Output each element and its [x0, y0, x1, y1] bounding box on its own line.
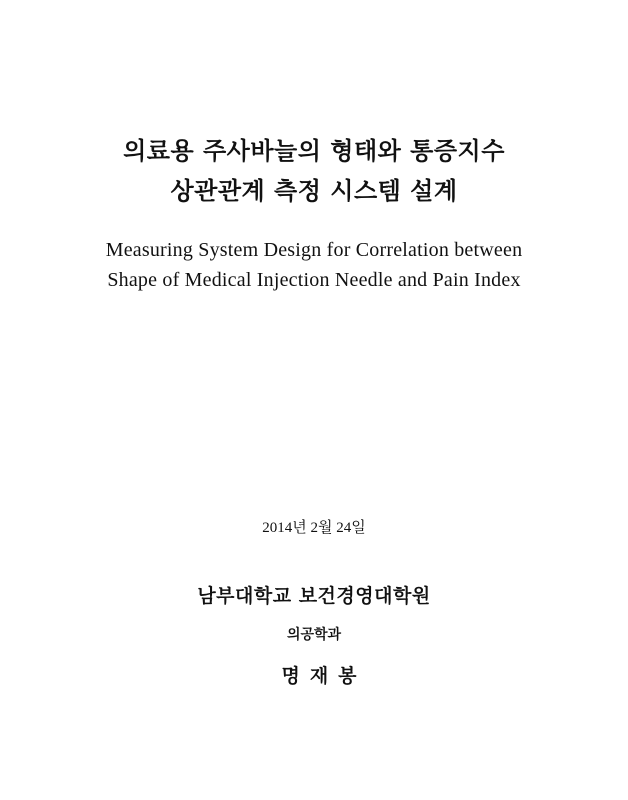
korean-title-line-2: 상관관계 측정 시스템 설계: [170, 177, 458, 205]
english-title-line-1: Measuring System Design for Correlation between: [105, 239, 523, 261]
author-name: 명재봉: [281, 665, 367, 687]
english-title-line-2: Shape of Medical Injection Needle and Pain Index: [107, 269, 521, 291]
department-name: 의공학과: [286, 627, 342, 643]
school-name: 남부대학교 보건경영대학원: [197, 585, 431, 607]
korean-title-line-1: 의료용 주사바늘의 형태와 통증지수: [123, 137, 505, 165]
submission-date: 2014년 2월 24일: [262, 520, 366, 536]
